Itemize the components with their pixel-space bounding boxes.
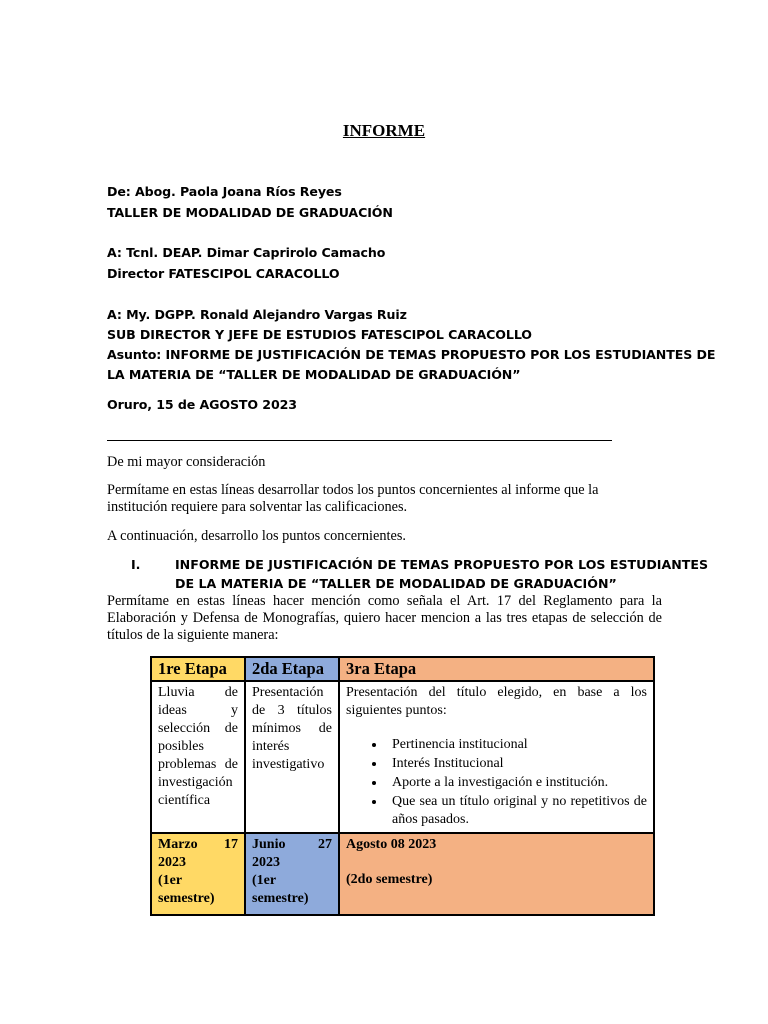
stage2-description: Presentación de 3 títulos mínimos de interés investigativo bbox=[245, 681, 339, 833]
intro-paragraph: Permítame en estas líneas desarrollar todos los puntos concernientes al informe que la institución requiere para solventar las calificaciones. bbox=[107, 482, 599, 515]
section-heading bbox=[131, 555, 708, 593]
stage3-date: Agosto 08 2023 bbox=[346, 837, 437, 852]
section-number: I. bbox=[131, 557, 141, 572]
place-date: Oruro, 15 de AGOSTO 2023 bbox=[107, 397, 297, 412]
stage2-date-cell bbox=[245, 833, 339, 915]
stage1-date-cell bbox=[151, 833, 245, 915]
continuation-paragraph: A continuación, desarrollo los puntos concernientes. bbox=[107, 528, 406, 544]
header-stage1: 1re Etapa bbox=[151, 657, 245, 681]
greeting: De mi mayor consideración bbox=[107, 454, 266, 470]
recipient2-role: SUB DIRECTOR Y JEFE DE ESTUDIOS FATESCIPOL CARACOLLO bbox=[107, 327, 532, 342]
stage3-points-list bbox=[346, 736, 647, 829]
table-header-row bbox=[151, 657, 654, 681]
list-item: • Que sea un título original y no repetitivos de años pasados. bbox=[386, 793, 647, 829]
table-date-row bbox=[151, 833, 654, 915]
stages-table bbox=[150, 656, 655, 916]
stage3-intro: Presentación del título elegido, en base a los siguientes puntos: bbox=[346, 685, 647, 718]
stage3-description bbox=[339, 681, 654, 833]
recipient2-line: A: My. DGPP. Ronald Alejandro Vargas Ruiz bbox=[107, 307, 407, 322]
section-paragraph: Permítame en estas líneas hacer mención como señala el Art. 17 del Reglamento para la Elaboración y Defensa de Monografías, quiero hacer mencion a las tres etapas de selección de títulos de la siguiente manera: bbox=[107, 593, 662, 643]
header-stage3: 3ra Etapa bbox=[339, 657, 654, 681]
recipient1-role: Director FATESCIPOL CARACOLLO bbox=[107, 266, 340, 281]
list-item: • Pertinencia institucional bbox=[386, 736, 647, 754]
stage1-semester: (1er semestre) bbox=[158, 873, 215, 906]
header-stage2: 2da Etapa bbox=[245, 657, 339, 681]
subject-line-2: LA MATERIA DE “TALLER DE MODALIDAD DE GRADUACIÓN” bbox=[107, 367, 521, 382]
stage3-semester: (2do semestre) bbox=[346, 872, 433, 887]
list-item: • Aporte a la investigación e institución. bbox=[386, 774, 647, 792]
list-item: • Interés Institucional bbox=[386, 755, 647, 773]
stage2-date: Junio 27 2023 bbox=[252, 837, 332, 870]
document-title: INFORME bbox=[342, 121, 426, 140]
recipient1-line: A: Tcnl. DEAP. Dimar Caprirolo Camacho bbox=[107, 245, 386, 260]
subject-line-1: Asunto: INFORME DE JUSTIFICACIÓN DE TEMAS PROPUESTO POR LOS ESTUDIANTES DE bbox=[107, 347, 716, 362]
stage1-date: Marzo 17 2023 bbox=[158, 837, 238, 870]
stage2-semester: (1er semestre) bbox=[252, 873, 309, 906]
from-org: TALLER DE MODALIDAD DE GRADUACIÓN bbox=[107, 205, 393, 220]
section-title-line-2: DE LA MATERIA DE “TALLER DE MODALIDAD DE GRADUACIÓN” bbox=[175, 576, 617, 591]
from-line: De: Abog. Paola Joana Ríos Reyes bbox=[107, 184, 342, 199]
stage3-date-cell bbox=[339, 833, 654, 915]
table-description-row bbox=[151, 681, 654, 833]
separator-line bbox=[107, 440, 612, 441]
section-title-line-1: INFORME DE JUSTIFICACIÓN DE TEMAS PROPUESTO POR LOS ESTUDIANTES bbox=[175, 557, 709, 572]
stage1-description: Lluvia de ideas y selección de posibles problemas de investigación científica bbox=[151, 681, 245, 833]
